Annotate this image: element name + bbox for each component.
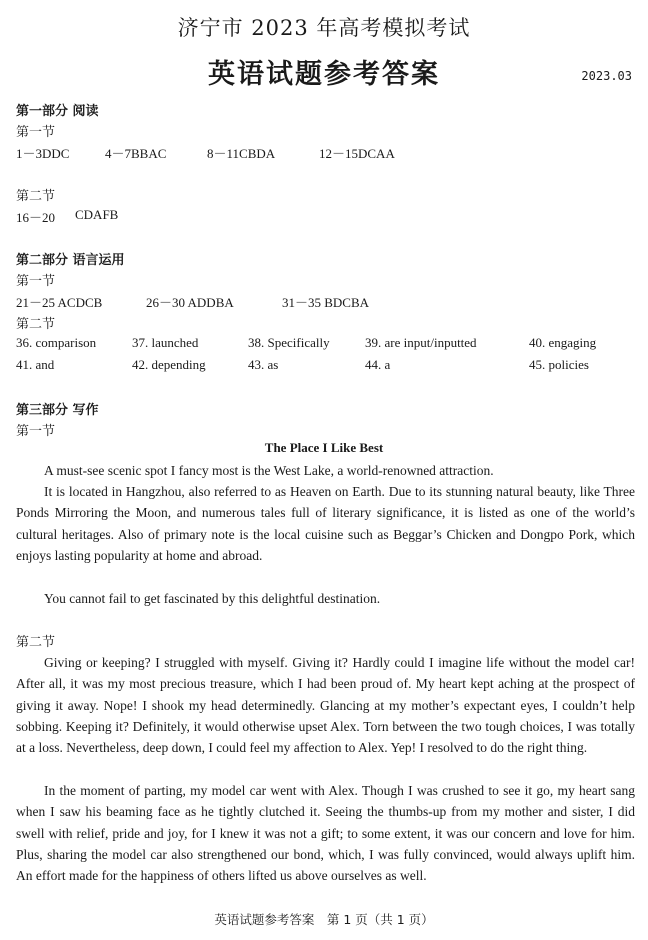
doc-date: 2023.03 [581, 69, 632, 83]
blank-answer: 42. depending [132, 357, 206, 372]
story-paragraph: In the moment of parting, my model car went with Alex. Though I was crushed to see it go, my heart sang when I saw his beaming face as he tightly clutched it. Seeing the thumbs-up from my mother and sister, I did swell with relief, pride and joy, for I knew it was not a gift; to some extent, it was our concern and love for him. Plus, sharing the model car also strengthened our bond, which, I was fully convinced, would always uplift him. An effort made for the happiness of others lifted us above ourselves as well. [16, 783, 635, 884]
essay-paragraph: You cannot fail to get fascinated by this delightful destination. [44, 591, 381, 606]
blank-answer: 45. policies [529, 357, 589, 372]
part3-heading: 第三部分 写作 [16, 403, 99, 418]
answer-range: 16－20 [16, 210, 56, 225]
answer-group: 31－35 BDCBA [282, 295, 370, 310]
blank-answer: 36. comparison [16, 335, 97, 350]
answer-group: 8－11CBDA [207, 146, 276, 161]
part1-sec1-label: 第一节 [16, 125, 56, 140]
part1-sec1-answers [16, 143, 636, 161]
story-paragraph: Giving or keeping? I struggled with myself. Giving it? Hardly could I imagine life without the model car! After all, it was my most precious treasure, which I had been proud of. My heart kept aching at the prospect of giving it away. Nope! I shook my head determinedly. Glancing at my mother’s expectant eyes, I couldn’t help sobbing. Keeping it? Definitely, it would otherwise upset Alex. Torn between the two tough choices, I was totally at a loss. Nevertheless, deep down, I could feel my affection to Alex. Yep! I resolved to do the right thing. [16, 655, 635, 756]
blank-answer: 44. a [365, 357, 391, 372]
part3-sec2-label: 第二节 [16, 635, 56, 650]
answer-group: 26－30 ADDBA [146, 295, 234, 310]
part2-sec2-label: 第二节 [16, 317, 56, 332]
blank-answer: 41. and [16, 357, 55, 372]
answer-group: 12－15DCAA [319, 146, 395, 161]
doc-subtitle: 英语试题参考答案 [208, 59, 440, 90]
blank-answer: 39. are input/inputted [365, 335, 477, 350]
part2-heading: 第二部分 语言运用 [16, 253, 125, 268]
essay-paragraph: A must-see scenic spot I fancy most is the West Lake, a world-renowned attraction. [44, 463, 494, 478]
essay-paragraph: It is located in Hangzhou, also referred to as Heaven on Earth. Due to its stunning natural beauty, like Three Ponds Mirroring the Moon, and numerous tales full of literary significance, it is listed as one of the world’s cultural heritages. Also of primary note is the local cuisine such as Beggar’s Chicken and Dongpo Pork, which enjoys lasting popularity at home and abroad. [16, 484, 635, 563]
part2-sec1-answers [16, 292, 636, 310]
essay-title: The Place I Like Best [264, 440, 384, 455]
blank-answer: 37. launched [132, 335, 199, 350]
part1-sec2-label: 第二节 [16, 189, 56, 204]
page-footer: 英语试题参考答案 第 1 页（共 1 页） [214, 912, 434, 927]
blank-answer: 38. Specifically [248, 335, 330, 350]
blank-answer: 43. as [248, 357, 279, 372]
answer-group: CDAFB [75, 207, 119, 222]
part1-sec2-answers [16, 207, 636, 225]
answer-group: 4－7BBAC [105, 146, 167, 161]
part2-sec2-row1 [16, 335, 636, 353]
doc-title: 济宁市 2023 年高考模拟考试 [177, 16, 471, 40]
answer-group: 21－25 ACDCB [16, 295, 103, 310]
part3-sec1-label: 第一节 [16, 424, 56, 439]
part1-heading: 第一部分 阅读 [16, 104, 99, 119]
part2-sec1-label: 第一节 [16, 274, 56, 289]
part2-sec2-row2 [16, 357, 636, 375]
blank-answer: 40. engaging [529, 335, 597, 350]
answer-group: 1－3DDC [16, 146, 70, 161]
